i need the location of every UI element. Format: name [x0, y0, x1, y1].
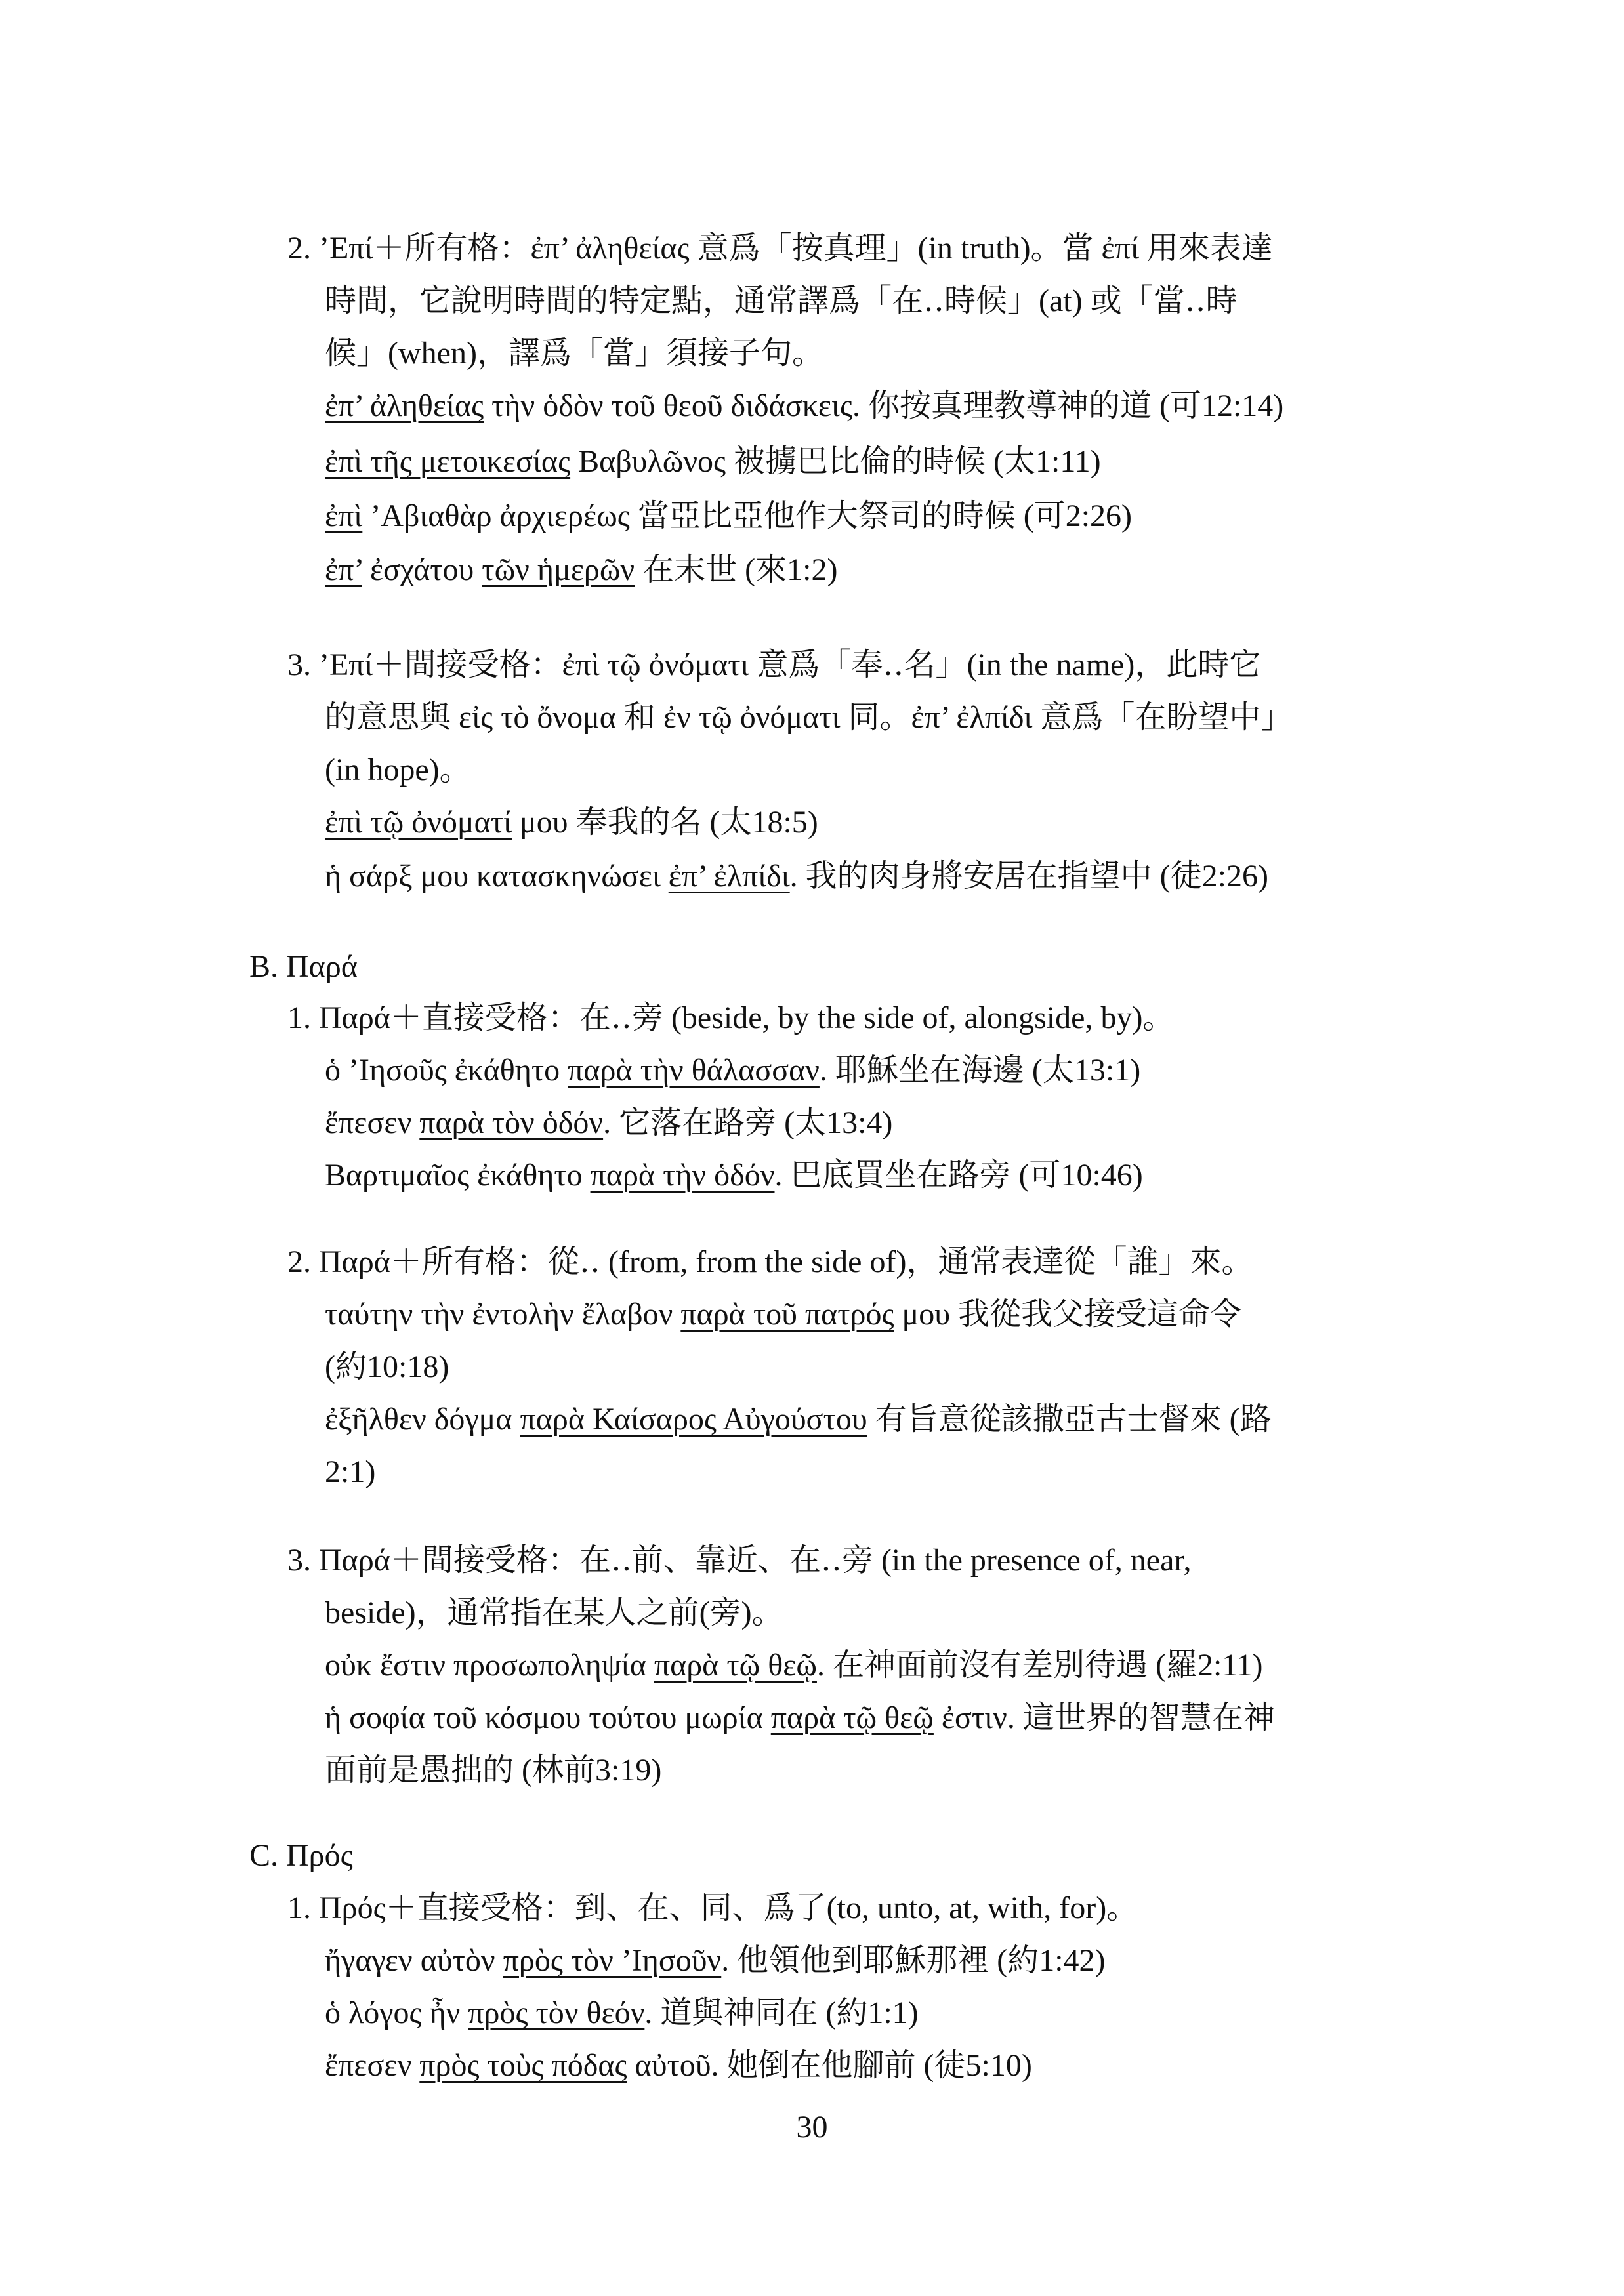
underlined-greek-phrase: παρὰ Καίσαρος Αὐγούστου [520, 1402, 867, 1437]
text-segment: 的意思與 εἰς τὸ ὄνομα 和 ἐν τῷ ὀνόματι 同。ἐπ’ ἐλπίδι 意爲「在盼望中」 [325, 700, 1293, 735]
text-line [325, 1456, 375, 1488]
text-line [325, 501, 1132, 532]
text-line [287, 1246, 1253, 1278]
text-line [325, 446, 1101, 478]
text-line [325, 554, 837, 586]
text-segment: ὁ λόγος ἦν [325, 1996, 468, 2030]
text-segment: 候」(when)，譯爲「當」須接子句。 [325, 336, 823, 371]
underlined-greek-phrase: παρὰ τὴν θάλασσαν [568, 1053, 820, 1088]
underlined-greek-phrase: πρὸς τὸν ’Ιησοῦν [503, 1943, 722, 1978]
text-segment: 1. Παρά＋直接受格：在‥旁 (beside, by the side of, alongside, by)。 [287, 1000, 1175, 1035]
text-segment: 在末世 (來1:2) [635, 552, 838, 587]
text-line [325, 1299, 1241, 1330]
text-line [325, 1998, 919, 2029]
text-line [325, 2050, 1032, 2081]
text-line [325, 1597, 783, 1629]
text-line [325, 285, 1238, 317]
text-segment: 1. Πρός＋直接受格：到、在、同、爲了(to, unto, at, with, for)。 [287, 1891, 1138, 1925]
text-segment: 3. Παρά＋間接受格：在‥前、靠近、在‥旁 (in the presence of, near, [287, 1543, 1192, 1578]
underlined-greek-phrase: ἐπ’ ἀληθείας [325, 388, 484, 423]
text-segment: 面前是愚拙的 (林前3:19) [325, 1753, 662, 1788]
underlined-greek-phrase: τῶν ἡμερῶν [482, 552, 635, 587]
text-segment: ταύτην τὴν ἐντολὴν ἔλαβον [325, 1297, 681, 1332]
text-segment: (in hope)。 [325, 752, 471, 787]
text-segment: ἔπεσεν [325, 1105, 420, 1140]
text-line [325, 861, 1268, 892]
text-line [325, 754, 471, 786]
text-segment: (約10:18) [325, 1349, 449, 1384]
text-segment: beside)，通常指在某人之前(旁)。 [325, 1595, 783, 1630]
text-segment: B. Παρά [249, 949, 358, 984]
text-segment: . 道與神同在 (約1:1) [644, 1996, 919, 2030]
text-line [325, 702, 1292, 733]
underlined-greek-phrase: ἐπὶ τῆς μετοικεσίας [325, 444, 571, 479]
text-segment: ἡ σάρξ μου κατασκηνώσει [325, 859, 669, 893]
text-line [287, 1545, 1191, 1576]
underlined-greek-phrase: παρὰ τοῦ πατρός [680, 1297, 894, 1332]
text-segment: . 它落在路旁 (太13:4) [603, 1105, 893, 1140]
text-line [325, 1702, 1275, 1734]
text-segment: . 巴底買坐在路旁 (可10:46) [774, 1158, 1143, 1193]
page-number: 30 [796, 2110, 828, 2144]
text-line [287, 1002, 1174, 1034]
text-segment: Βαρτιμαῖος ἐκάθητο [325, 1158, 591, 1193]
text-segment: ’Αβιαθὰρ ἀρχιερέως 當亞比亞他作大祭司的時候 (可2:26) [362, 499, 1133, 533]
text-segment: 2. Παρά＋所有格：從‥ (from, from the side of)，通常表達從「誰」來。 [287, 1244, 1253, 1279]
text-segment: 3. ’Επί＋間接受格：ἐπὶ τῷ ὀνόματι 意爲「奉‥名」(in the name)，此時它 [287, 647, 1261, 682]
text-segment: αὐτοῦ. 她倒在他腳前 (徒5:10) [627, 2048, 1032, 2083]
underlined-greek-phrase: παρὰ τὸν ὁδόν [419, 1105, 604, 1140]
text-segment: . 他領他到耶穌那裡 (約1:42) [721, 1943, 1106, 1978]
text-line [249, 951, 358, 983]
text-line [287, 1893, 1138, 1924]
text-segment: C. Πρός [249, 1838, 353, 1873]
text-line [325, 1160, 1143, 1191]
text-line [325, 1404, 1272, 1435]
underlined-greek-phrase: παρὰ τὴν ὁδόν [590, 1158, 775, 1193]
text-segment: Βαβυλῶνος 被擄巴比倫的時候 (太1:11) [570, 444, 1101, 479]
text-segment: . 耶穌坐在海邊 (太13:1) [819, 1053, 1141, 1088]
text-segment: μου 奉我的名 (太18:5) [511, 805, 818, 840]
underlined-greek-phrase: παρὰ τῷ θεῷ [654, 1648, 817, 1683]
text-segment: ἡ σοφία τοῦ κόσμου τούτου μωρία [325, 1700, 771, 1735]
underlined-greek-phrase: πρὸς τοὺς πόδας [419, 2048, 627, 2083]
text-line [325, 807, 818, 838]
text-segment: μου 我從我父接受這命令 [894, 1297, 1242, 1332]
text-segment: ἔπεσεν [325, 2048, 420, 2083]
text-line [287, 233, 1273, 264]
text-segment: οὐκ ἔστιν προσωποληψία [325, 1648, 654, 1683]
underlined-greek-phrase: ἐπ’ ἐλπίδι [668, 859, 790, 893]
text-line [325, 1650, 1262, 1681]
text-segment: ἐστιν. 這世界的智慧在神 [933, 1700, 1275, 1735]
text-line [325, 1755, 661, 1786]
text-line [287, 649, 1260, 681]
underlined-greek-phrase: ἐπὶ [325, 499, 363, 533]
underlined-greek-phrase: ἐπ’ [325, 552, 362, 587]
text-line [249, 1840, 353, 1872]
text-line [325, 1945, 1106, 1977]
text-line [325, 1351, 449, 1383]
text-segment: . 我的肉身將安居在指望中 (徒2:26) [789, 859, 1268, 893]
text-line [325, 1107, 892, 1139]
text-segment: ἤγαγεν αὐτὸν [325, 1943, 503, 1978]
text-segment: 2:1) [325, 1454, 376, 1489]
underlined-greek-phrase: πρὸς τὸν θεόν [468, 1996, 645, 2030]
underlined-greek-phrase: παρὰ τῷ θεῷ [770, 1700, 934, 1735]
text-segment: 有旨意從該撒亞古士督來 (路 [867, 1402, 1272, 1437]
text-segment: 時間，它說明時間的特定點，通常譯爲「在‥時候」(at) 或「當‥時 [325, 283, 1238, 318]
text-segment: . 在神面前沒有差別待遇 (羅2:11) [816, 1648, 1263, 1683]
text-segment: τὴν ὁδὸν τοῦ θεοῦ διδάσκεις. 你按真理教導神的道 (可12:14) [484, 388, 1284, 423]
text-segment: 2. ’Επί＋所有格：ἐπ’ ἀληθείας 意爲「按真理」(in truth)。當 ἐπί 用來表達 [287, 231, 1273, 266]
text-segment: ἐσχάτου [362, 552, 482, 587]
text-line [325, 338, 823, 369]
text-segment: ἐξῆλθεν δόγμα [325, 1402, 520, 1437]
text-line [325, 390, 1283, 422]
text-segment: ὁ ’Ιησοῦς ἐκάθητο [325, 1053, 568, 1088]
text-line [325, 1055, 1140, 1086]
underlined-greek-phrase: ἐπὶ τῷ ὀνόματί [325, 805, 512, 840]
